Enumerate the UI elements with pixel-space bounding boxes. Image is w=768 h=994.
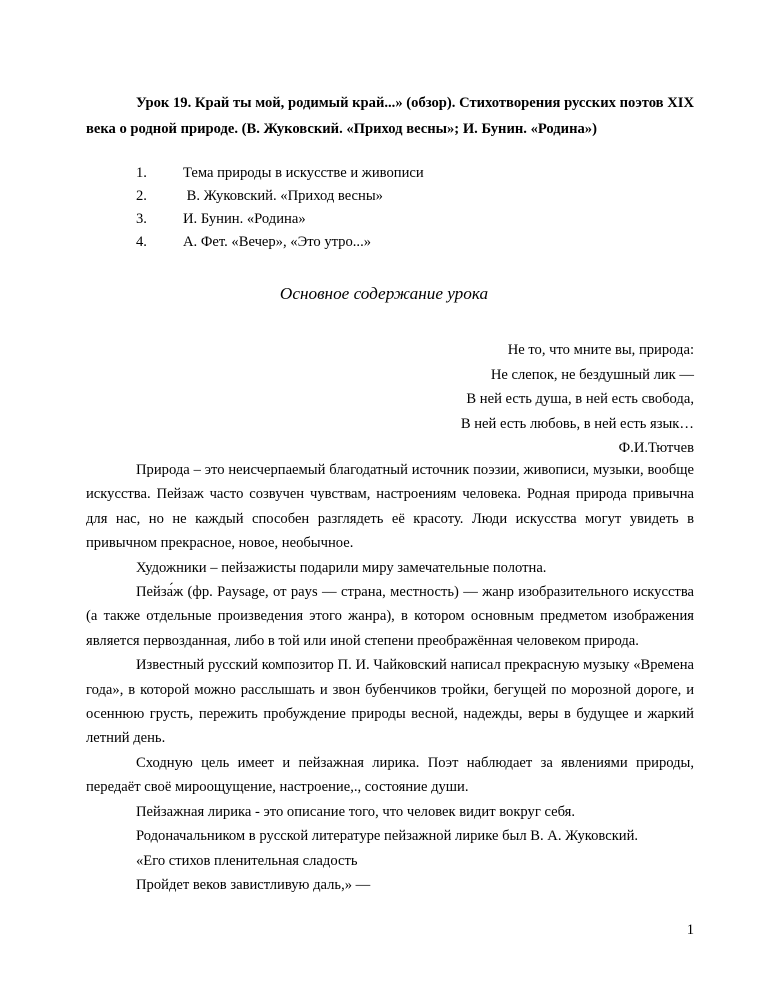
epigraph-line: В ней есть душа, в ней есть свобода,: [466, 391, 694, 407]
paragraph: Пейзажная лирика - это описание того, что человек видит вокруг себя.: [136, 803, 576, 820]
paragraph: Сходную цель имеет и пейзажная лирика. Поэт наблюдает за явлениями природы, передаёт своё мироощущение, настроение,., состояние души.: [86, 754, 694, 796]
epigraph-line: Не то, что мните вы, природа:: [507, 342, 694, 358]
quote-line: «Его стихов пленительная сладость: [136, 852, 358, 869]
epigraph-line: В ней есть любовь, в ней есть язык…: [460, 415, 694, 432]
list-item: [0, 185, 768, 208]
body-text: [86, 458, 694, 897]
lesson-title: Урок 19. Край ты мой, родимый край...» (обзор). Стихотворения русских поэтов XIX века о родной природе. (В. Жуковский. «Приход весны»; И. Бунин. «Родина»): [86, 95, 694, 137]
section-heading: Основное содержание урока: [279, 284, 489, 303]
list-item-text: И. Бунин. «Родина»: [183, 211, 306, 227]
page-number: 1: [686, 922, 694, 938]
paragraph: Известный русский композитор П. И. Чайковский написал прекрасную музыку «Времена года», в которой можно расслышать и звон бубенчиков тройки, бегущей по морозной дороге, и осеннюю грусть, пережить пробуждение природы весной, надежды, веры в будущее и жаркий летний день.: [86, 657, 694, 747]
lesson-plan-list: [0, 162, 768, 254]
list-item: [0, 231, 768, 254]
list-item: [0, 208, 768, 231]
list-item-number: 4.: [136, 234, 147, 250]
epigraph-line: Не слепок, не бездушный лик —: [490, 366, 694, 383]
list-item-text: В. Жуковский. «Приход весны»: [183, 188, 383, 204]
list-item: [0, 162, 768, 185]
list-item-text: Тема природы в искусстве и живописи: [183, 165, 424, 181]
epigraph: [461, 338, 694, 461]
epigraph-author: Ф.И.Тютчев: [618, 440, 694, 456]
paragraph: Художники – пейзажисты подарили миру замечательные полотна.: [136, 559, 547, 576]
paragraph: Природа – это неисчерпаемый благодатный источник поэзии, живописи, музыки, вообще искусства. Пейзаж часто созвучен чувствам, настроениям человека. Родная природа привычна для нас, но не каждый способен разглядеть её красоту. Люди искусства могут увидеть в привычном прекрасное, новое, необычное.: [86, 462, 694, 552]
paragraph: Пейза́ж (фр. Paysage, от pays — страна, местность) — жанр изобразительного искусства (а также отдельные произведения этого жанра), в котором основным предметом изображения является первозданная, либо в той или иной степени преображённая человеком природа.: [86, 584, 694, 649]
paragraph: Родоначальником в русской литературе пейзажной лирике был В. А. Жуковский.: [136, 828, 639, 845]
quote-line: Пройдет веков завистливую даль,» —: [136, 876, 371, 893]
list-item-number: 2.: [136, 188, 147, 204]
list-item-number: 3.: [136, 211, 147, 227]
list-item-text: А. Фет. «Вечер», «Это утро...»: [183, 234, 372, 250]
list-item-number: 1.: [136, 165, 147, 181]
